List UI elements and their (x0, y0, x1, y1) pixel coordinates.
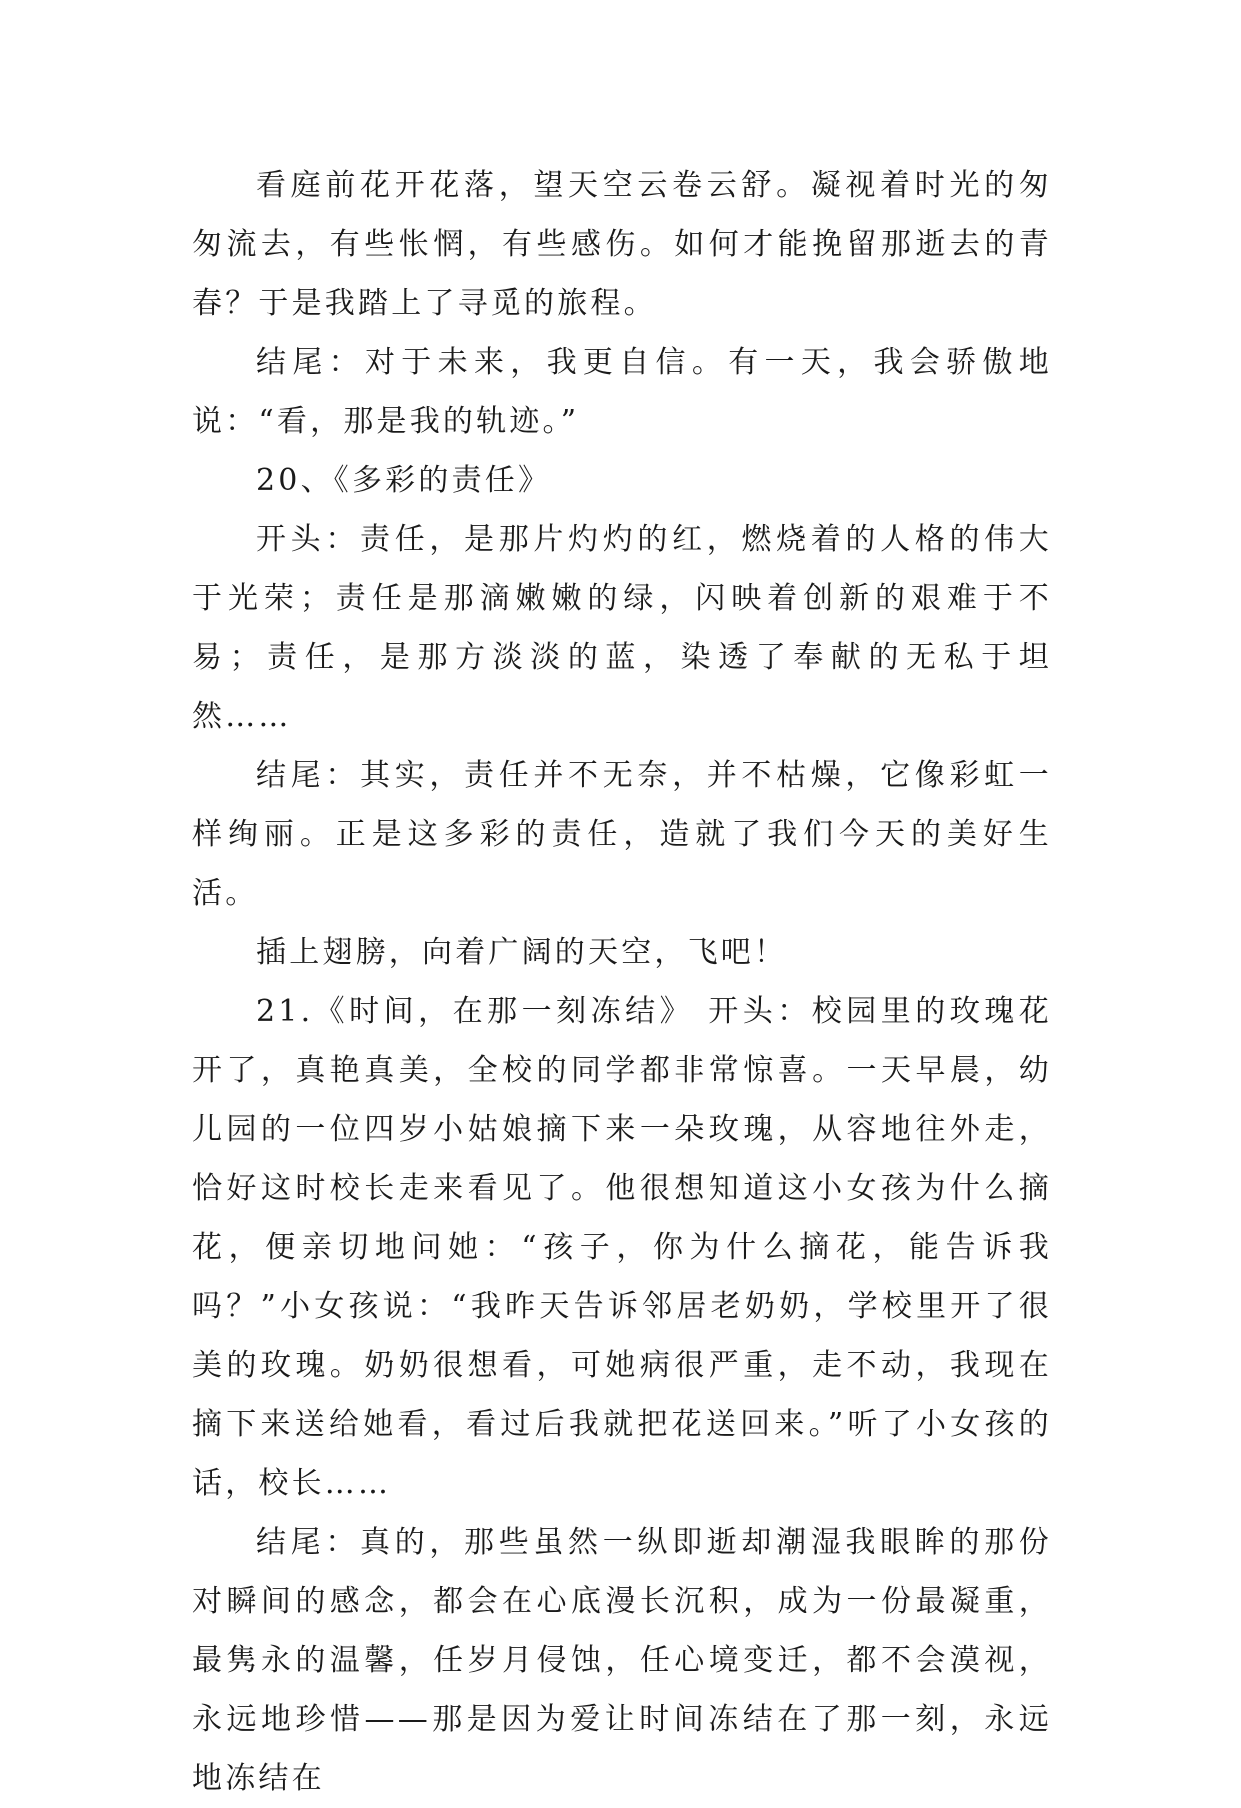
paragraph-ending-trajectory: 结尾：对于未来，我更自信。有一天，我会骄傲地说：“看，那是我的轨迹。” (192, 345, 1052, 439)
document-page (192, 156, 1052, 1808)
paragraph-opening-responsibility: 开头：责任，是那片灼灼的红，燃烧着的人格的伟大于光荣；责任是那滴嫩嫩的绿，闪映着创新的艰难于不易；责任，是那方淡淡的蓝，染透了奉献的无私于坦然…… (192, 522, 1052, 734)
section-heading-20: 20、《多彩的责任》 (256, 463, 552, 498)
paragraph-fly: 插上翅膀，向着广阔的天空，飞吧！ (256, 935, 788, 970)
paragraph-ending-time-frozen: 结尾：真的，那些虽然一纵即逝却潮湿我眼眸的那份对瞬间的感念，都会在心底漫长沉积，成为一份最凝重，最隽永的温馨，任岁月侵蚀，任心境变迁，都不会漠视，永远地珍惜——那是因为爱让时间冻结在了那一刻，永远地冻结在 (192, 1525, 1052, 1796)
paragraph-opening-time-frozen: 21.《时间，在那一刻冻结》 开头：校园里的玫瑰花开了，真艳真美，全校的同学都非常惊喜。一天早晨，幼儿园的一位四岁小姑娘摘下来一朵玫瑰，从容地往外走，恰好这时校长走来看见了。他很想知道这小女孩为什么摘花，便亲切地问她：“孩子，你为什么摘花，能告诉我吗？”小女孩说：“我昨天告诉邻居老奶奶，学校里开了很美的玫瑰。奶奶很想看，可她病很严重，走不动，我现在摘下来送给她看，看过后我就把花送回来。”听了小女孩的话，校长…… (192, 994, 1052, 1501)
paragraph-intro-scene: 看庭前花开花落，望天空云卷云舒。凝视着时光的匆匆流去，有些怅惘，有些感伤。如何才能挽留那逝去的青春？于是我踏上了寻觅的旅程。 (192, 168, 1052, 321)
paragraph-ending-responsibility: 结尾：其实，责任并不无奈，并不枯燥，它像彩虹一样绚丽。正是这多彩的责任，造就了我们今天的美好生活。 (192, 758, 1052, 911)
